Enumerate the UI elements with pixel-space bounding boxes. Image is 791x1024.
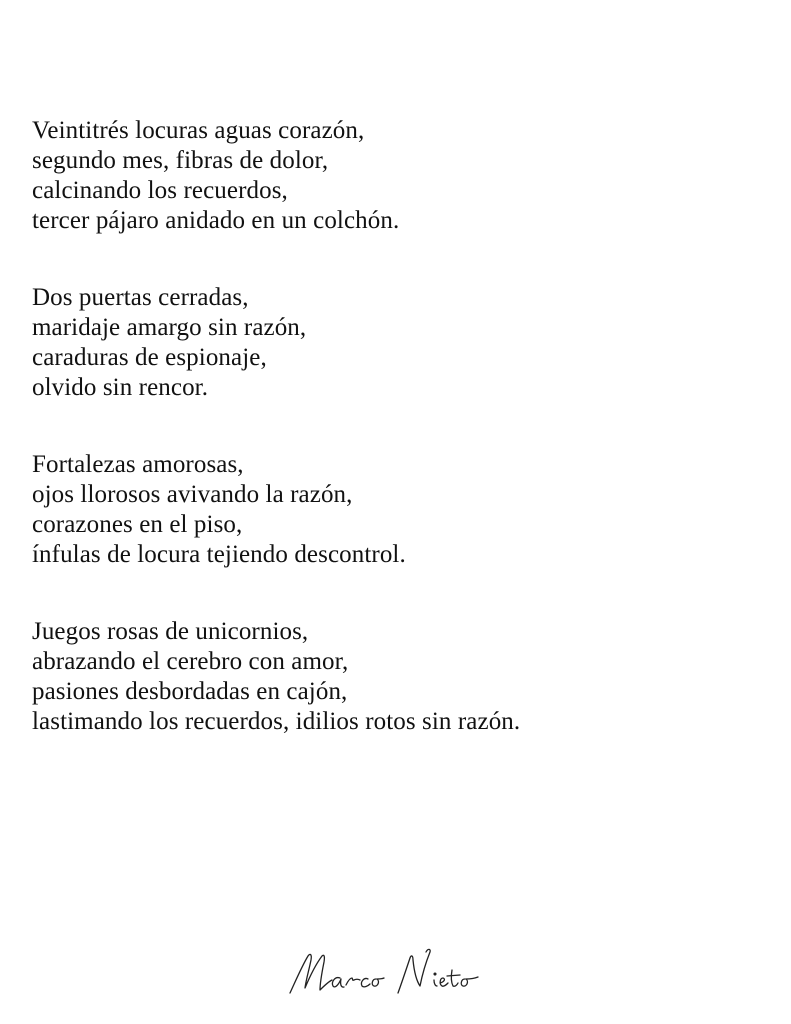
poem-line: maridaje amargo sin razón, — [32, 314, 307, 341]
poem-line: calcinando los recuerdos, — [32, 177, 288, 204]
poem-line: segundo mes, fibras de dolor, — [32, 147, 329, 174]
poem-line: abrazando el cerebro con amor, — [32, 648, 349, 675]
signature-drawing — [280, 938, 500, 1008]
poem-line: pasiones desbordadas en cajón, — [32, 678, 348, 705]
poem-line: Juegos rosas de unicornios, — [32, 618, 309, 645]
poem-line: tercer pájaro anidado en un colchón. — [32, 207, 400, 234]
stanza-4 — [32, 617, 772, 737]
poem-line: lastimando los recuerdos, idilios rotos sin razón. — [32, 708, 521, 735]
stanza-3 — [32, 450, 772, 570]
stanza-2 — [32, 283, 772, 403]
poem — [32, 116, 772, 784]
poem-line: Veintitrés locuras aguas corazón, — [32, 117, 365, 144]
poem-line: ínfulas de locura tejiendo descontrol. — [32, 541, 406, 568]
poem-line: Fortalezas amorosas, — [32, 451, 244, 478]
handwritten-signature — [280, 938, 500, 1008]
stanza-1 — [32, 116, 772, 236]
poem-line: olvido sin rencor. — [32, 374, 209, 401]
poem-line: caraduras de espionaje, — [32, 344, 267, 371]
poem-line: Dos puertas cerradas, — [32, 284, 249, 311]
poem-line: corazones en el piso, — [32, 511, 243, 538]
poem-line: ojos llorosos avivando la razón, — [32, 481, 353, 508]
